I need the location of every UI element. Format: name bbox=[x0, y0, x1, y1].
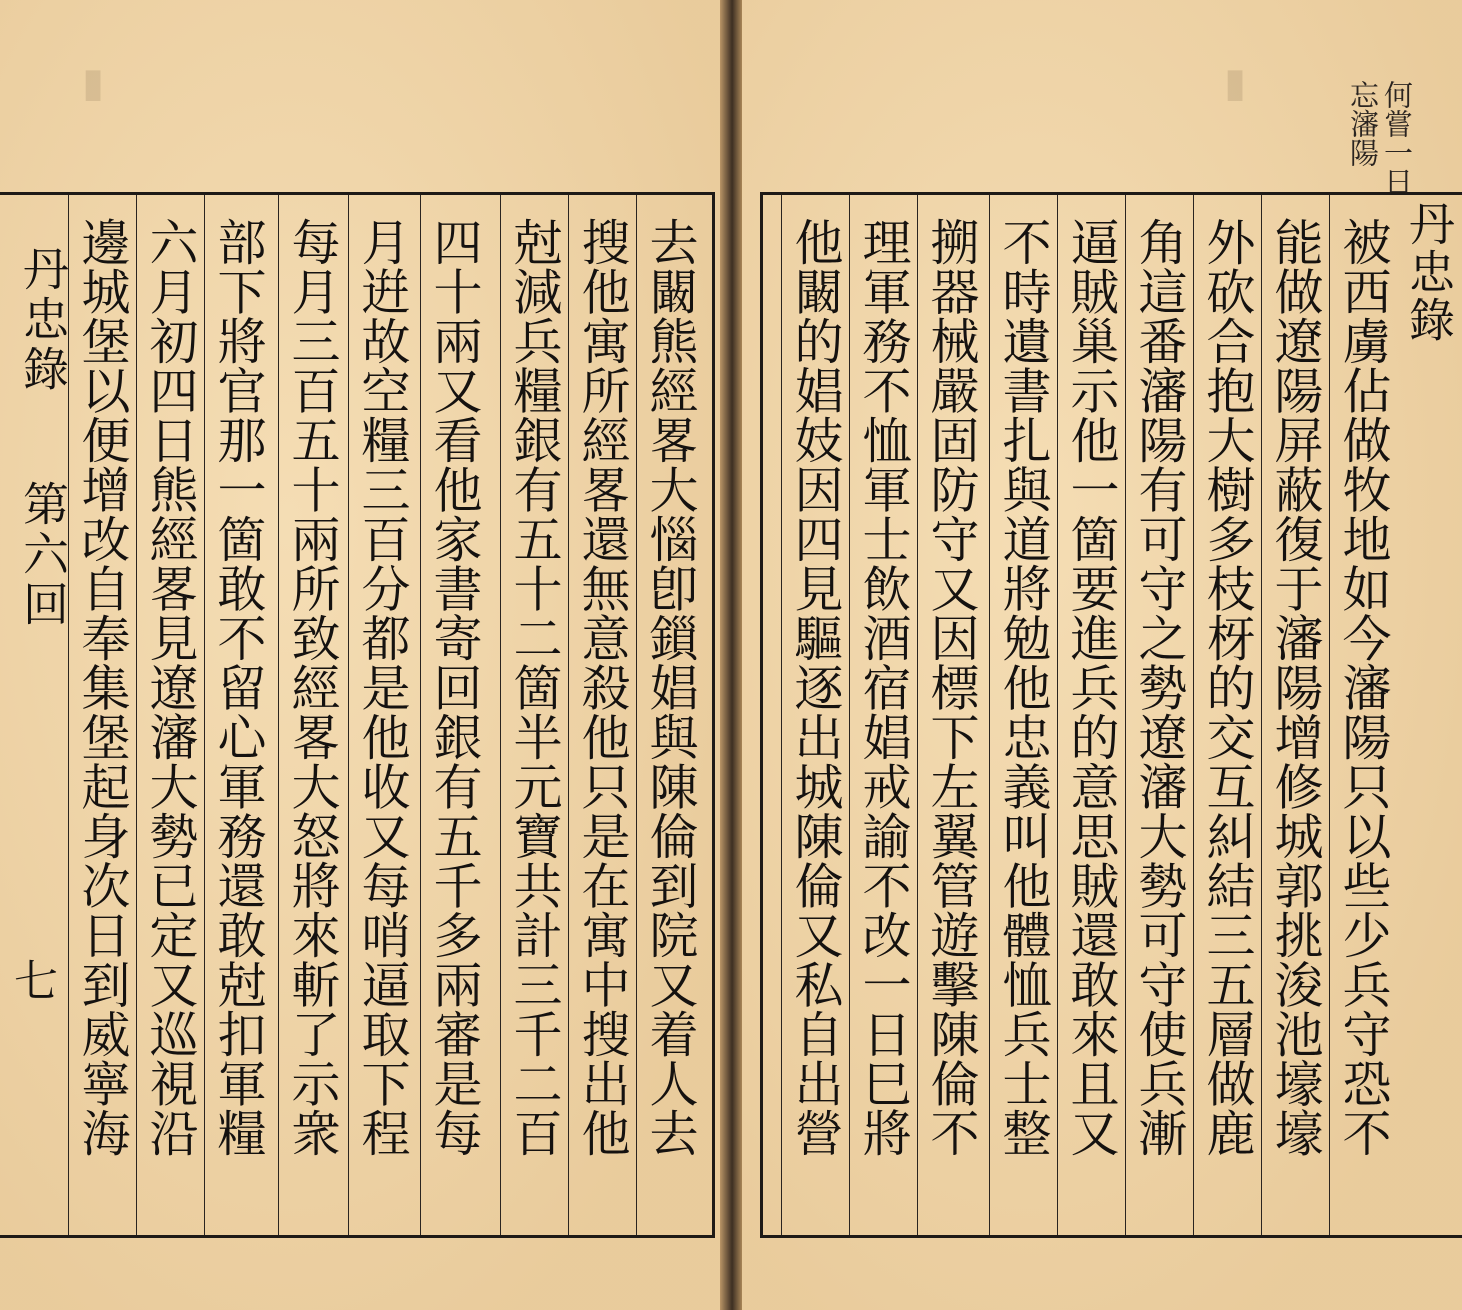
right-page-frame bbox=[760, 192, 1462, 1238]
text-column: 能做遼陽屏蔽復于瀋陽增修城郭挑浚池壕壕 bbox=[1261, 195, 1329, 1235]
text-column: 六月初四日熊經畧見遼瀋大勢已定又巡視沿 bbox=[136, 195, 204, 1235]
text-column: 逼賊巢示他一箇要進兵的意思賊還敢來且又 bbox=[1057, 195, 1125, 1235]
text-column: 外砍合抱大樹多枝枒的交互糾結三五層做鹿 bbox=[1193, 195, 1261, 1235]
page-number: 七 bbox=[14, 956, 58, 1007]
show-through-ink: ▮ bbox=[70, 60, 116, 106]
text-column: 四十兩又看他家書寄回銀有五千多兩審是每 bbox=[420, 195, 488, 1235]
show-through-ink: ▮ bbox=[1212, 60, 1258, 106]
chapter-label: 第六回 bbox=[16, 480, 70, 630]
text-column: 角這番瀋陽有可守之勢遼瀋大勢可守使兵漸 bbox=[1125, 195, 1193, 1235]
text-column: 月逬故空糧三百分都是他收又每哨逼取下程 bbox=[348, 195, 416, 1235]
text-column: 搜他寓所經畧還無意殺他只是在寓中搜出他 bbox=[568, 195, 636, 1235]
center-fold-column bbox=[0, 195, 68, 1235]
left-page-frame bbox=[0, 192, 715, 1238]
text-column: 被西虜佔做牧地如今瀋陽只以些少兵守恐不 bbox=[1329, 195, 1397, 1235]
text-column: 每月三百五十兩所致經畧大怒將來斬了示衆 bbox=[278, 195, 346, 1235]
text-column: 理軍務不恤軍士飲酒宿娼戒諭不改一日巳將 bbox=[849, 195, 917, 1235]
marginal-comment: 忘瀋陽 bbox=[1346, 80, 1380, 167]
text-column: 搠器械嚴固防守又因標下左翼管遊擊陳倫不 bbox=[917, 195, 985, 1235]
text-column: 部下將官那一箇敢不留心軍務還敢尅扣軍糧 bbox=[204, 195, 272, 1235]
book-gutter bbox=[720, 0, 742, 1310]
text-column: 他闞的娼妓因四見驅逐出城陳倫又私自出營 bbox=[781, 195, 849, 1235]
marginal-comment: 何嘗一日 bbox=[1380, 80, 1414, 196]
book-title: 丹忠錄 bbox=[16, 245, 70, 395]
right-page bbox=[742, 0, 1462, 1310]
left-page bbox=[0, 0, 720, 1310]
edge-book-title: 丹忠錄 bbox=[1402, 200, 1456, 344]
text-column: 不時遺書扎與道將勉他忠義叫他體恤兵士整 bbox=[989, 195, 1057, 1235]
text-column: 去闞熊經畧大惱卽鎻娼與陳倫到院又着人去 bbox=[636, 195, 704, 1235]
text-column: 邊城堡以便增改自奉集堡起身次日到威寧海 bbox=[68, 195, 136, 1235]
text-column: 尅減兵糧銀有五十二箇半元寶共計三千二百 bbox=[500, 195, 568, 1235]
